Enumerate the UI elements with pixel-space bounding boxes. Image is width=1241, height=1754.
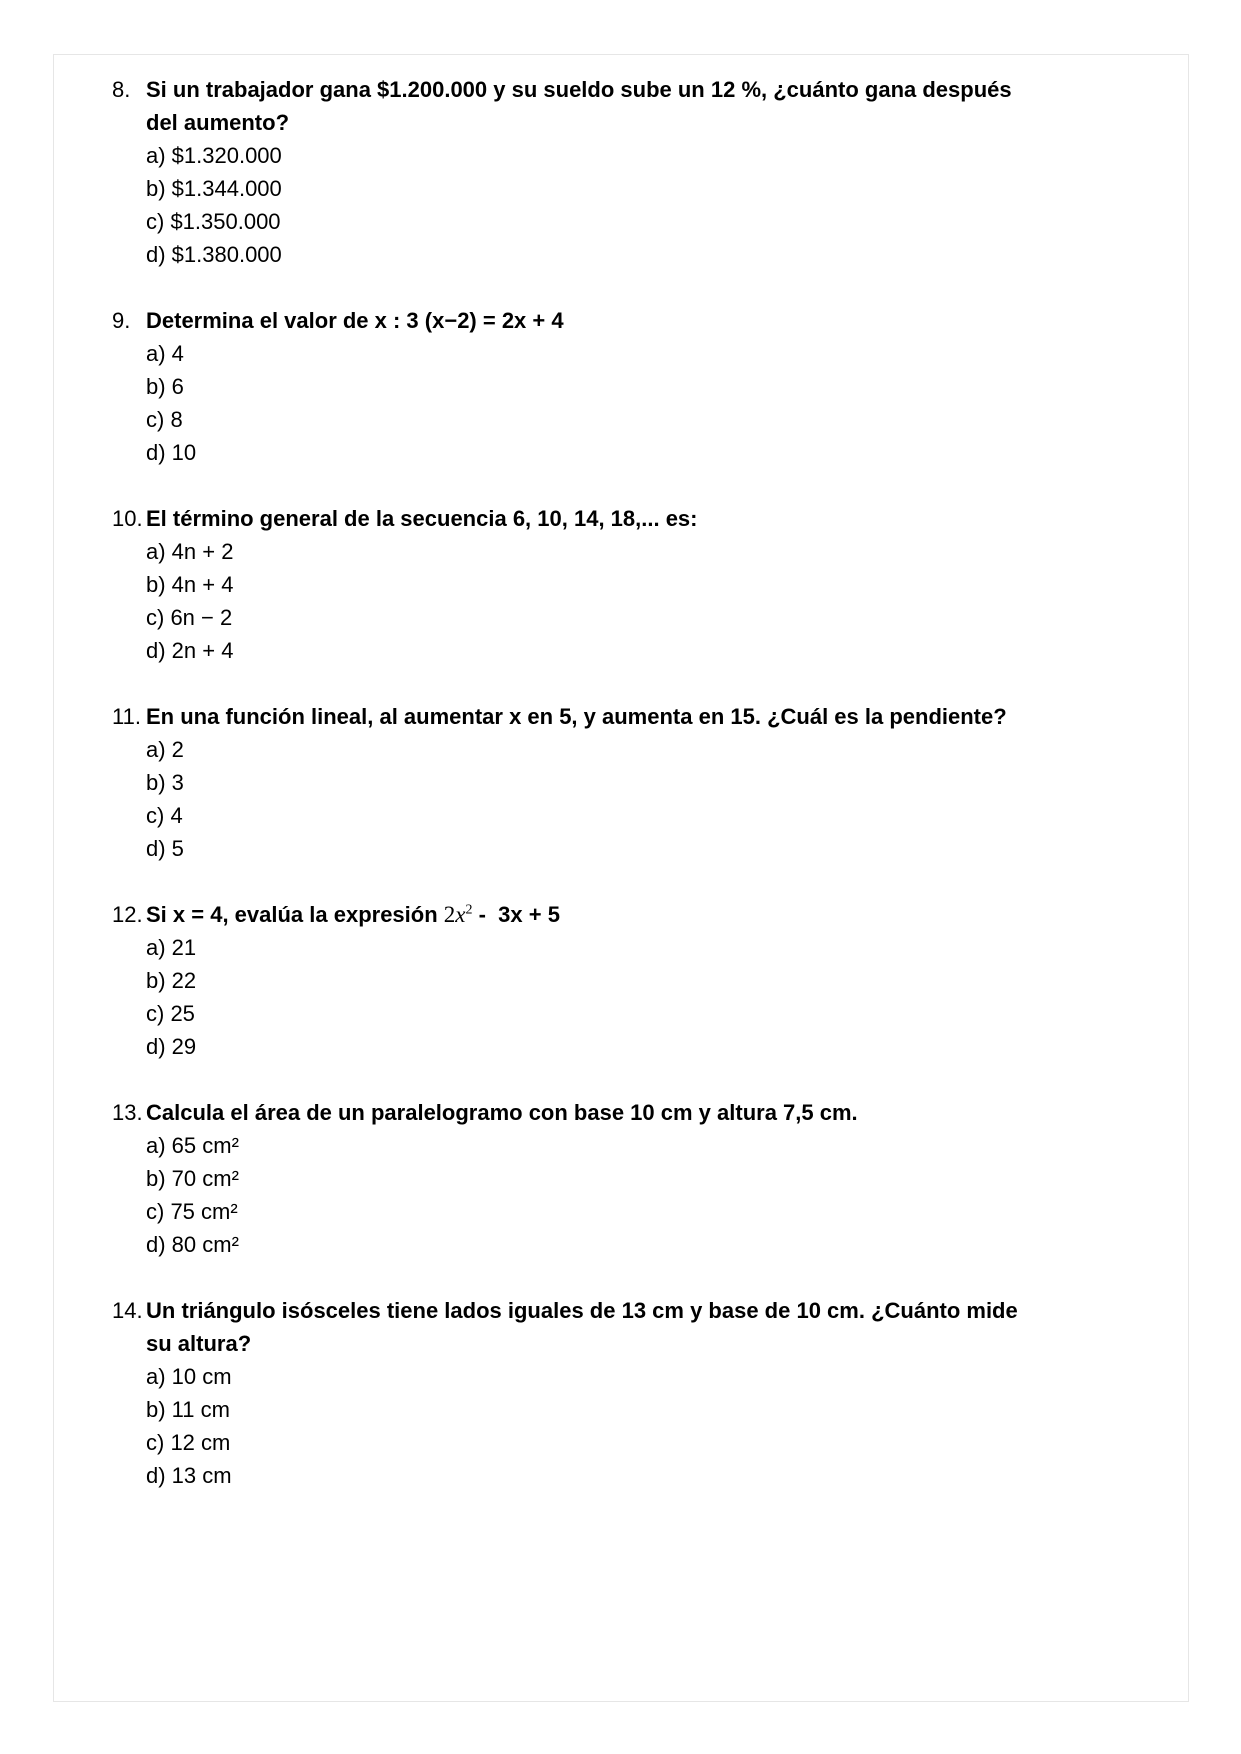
question-title <box>146 700 1128 733</box>
question-number: 12. <box>112 902 143 927</box>
question-item <box>112 502 1128 667</box>
question-title-line <box>146 73 1128 106</box>
answer-option: c) $1.350.000 <box>146 209 281 234</box>
answer-option: a) 10 cm <box>146 1364 232 1389</box>
answer-options <box>146 931 1128 1063</box>
question-number: 9. <box>112 308 131 333</box>
question-text-run: del aumento? <box>146 110 290 135</box>
question-text-run: En una función lineal, al aumentar x en 5, y aumenta en 15. ¿Cuál es la pendiente? <box>146 704 1007 729</box>
question-text-run: 2 <box>465 902 473 918</box>
answer-option: a) 4 <box>146 341 184 366</box>
answer-option: c) 4 <box>146 803 183 828</box>
answer-option: a) 4n + 2 <box>146 539 234 564</box>
answer-option: b) 4n + 4 <box>146 572 234 597</box>
question-title <box>146 73 1128 139</box>
answer-option: d) 2n + 4 <box>146 638 234 663</box>
question-text-run: Calcula el área de un paralelogramo con base 10 cm y altura 7,5 cm. <box>146 1100 858 1125</box>
question-title-line <box>146 1327 1128 1360</box>
question-number: 8. <box>112 77 131 102</box>
answer-option: d) $1.380.000 <box>146 242 282 267</box>
question-text-run: Si un trabajador gana $1.200.000 y su sueldo sube un 12 %, ¿cuánto gana después <box>146 77 1012 102</box>
question-title-line <box>146 1096 1128 1129</box>
question-body <box>146 898 1128 1063</box>
question-body <box>146 1294 1128 1492</box>
question-item <box>112 898 1128 1063</box>
question-title-line <box>146 700 1128 733</box>
answer-option: b) 6 <box>146 374 184 399</box>
answer-option: d) 10 <box>146 440 197 465</box>
question-text-run: 2 <box>443 902 456 927</box>
answer-option: c) 25 <box>146 1001 195 1026</box>
answer-options <box>146 337 1128 469</box>
question-title-line <box>146 106 1128 139</box>
answer-option: b) 3 <box>146 770 184 795</box>
question-text-run: Un triángulo isósceles tiene lados iguales de 13 cm y base de 10 cm. ¿Cuánto mide <box>146 1298 1018 1323</box>
answer-options <box>146 1129 1128 1261</box>
answer-option: a) 21 <box>146 935 197 960</box>
question-number: 11. <box>112 704 141 729</box>
question-number: 13. <box>112 1100 143 1125</box>
answer-option: d) 5 <box>146 836 184 861</box>
answer-option: b) 11 cm <box>146 1397 230 1422</box>
document-page <box>53 54 1189 1702</box>
question-item <box>112 73 1128 271</box>
answer-options <box>146 1360 1128 1492</box>
question-text-run: El término general de la secuencia 6, 10, 14, 18,... es: <box>146 506 698 531</box>
answer-option: b) $1.344.000 <box>146 176 282 201</box>
question-text-run: Si x = 4, evalúa la expresión <box>146 902 444 927</box>
question-body <box>146 304 1128 469</box>
answer-option: c) 75 cm² <box>146 1199 238 1224</box>
question-title-line <box>146 304 1128 337</box>
page-content <box>54 55 1188 1492</box>
question-title <box>146 502 1128 535</box>
answer-option: d) 29 <box>146 1034 197 1059</box>
answer-option: c) 12 cm <box>146 1430 231 1455</box>
answer-option: a) 2 <box>146 737 184 762</box>
answer-option: d) 80 cm² <box>146 1232 239 1257</box>
question-text-run: - 3x + 5 <box>472 902 560 927</box>
question-title <box>146 304 1128 337</box>
answer-option: a) 65 cm² <box>146 1133 239 1158</box>
answer-options <box>146 535 1128 667</box>
question-title <box>146 898 1128 931</box>
answer-option: c) 8 <box>146 407 183 432</box>
answer-option: b) 70 cm² <box>146 1166 239 1191</box>
question-item <box>112 700 1128 865</box>
question-title-line <box>146 898 1128 931</box>
answer-options <box>146 733 1128 865</box>
question-list <box>112 73 1128 1492</box>
answer-option: c) 6n − 2 <box>146 605 233 630</box>
question-title <box>146 1096 1128 1129</box>
question-title-line <box>146 1294 1128 1327</box>
question-body <box>146 502 1128 667</box>
question-text-run: x <box>455 902 466 927</box>
question-text-run: Determina el valor de x : 3 (x−2) = 2x + 4 <box>146 308 564 333</box>
question-item <box>112 1096 1128 1261</box>
answer-options <box>146 139 1128 271</box>
question-title-line <box>146 502 1128 535</box>
question-body <box>146 700 1128 865</box>
question-body <box>146 1096 1128 1261</box>
answer-option: a) $1.320.000 <box>146 143 282 168</box>
question-title <box>146 1294 1128 1360</box>
question-text-run: su altura? <box>146 1331 252 1356</box>
answer-option: b) 22 <box>146 968 197 993</box>
question-body <box>146 73 1128 271</box>
question-item <box>112 1294 1128 1492</box>
question-number: 10. <box>112 506 143 531</box>
question-number: 14. <box>112 1298 143 1323</box>
answer-option: d) 13 cm <box>146 1463 232 1488</box>
question-item <box>112 304 1128 469</box>
